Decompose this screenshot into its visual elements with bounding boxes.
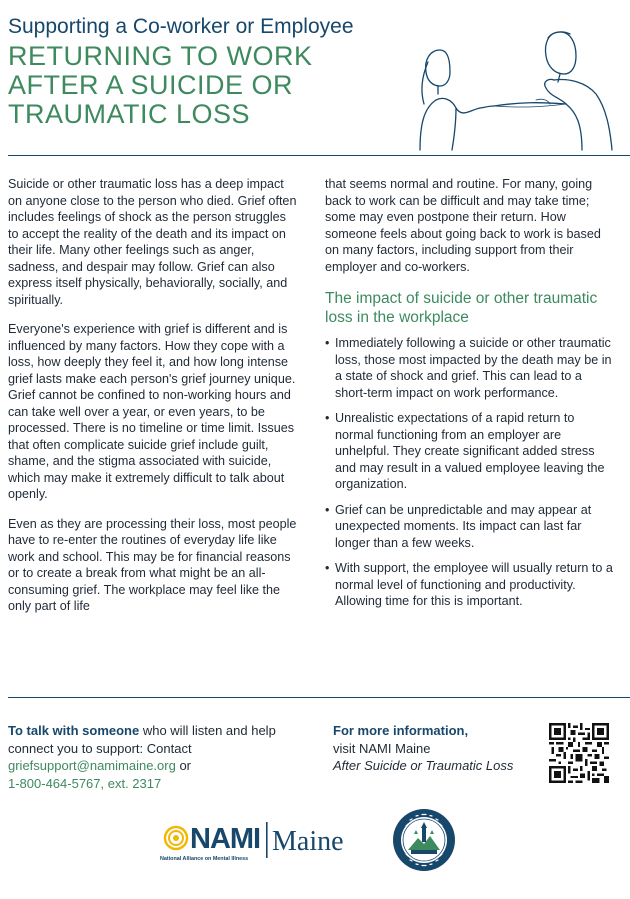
maine-wordmark: Maine [272,826,344,857]
header-rule [8,155,630,156]
title-line: TRAUMATIC LOSS [8,99,251,129]
or-text: or [175,758,192,773]
maine-dhhs-seal-icon [392,808,456,872]
nami-wordmark: NAMI [190,823,261,855]
contact-text: who will listen and help connect you to support: Contact [8,723,276,756]
qr-code-icon[interactable] [549,723,609,783]
info-lead: For more information, [333,723,469,738]
list-item: • Grief can be unpredictable and may appear at unexpected moments. Its impact can last far longer than a few weeks. [325,502,615,552]
info-text: visit NAMI Maine [333,740,431,756]
title-line: AFTER A SUICIDE OR [8,70,294,100]
header [8,14,408,129]
nami-sun-icon [165,827,187,849]
body-paragraph: Suicide or other traumatic loss has a deep impact on anyone close to the person who died. Grief often includes feelings of shock as the person struggles to accept the reality of the death and its impact on their life. Many other feelings such as anger, sadness, and despair may follow. Grief can also express itself physically, behaviorally, socially, and spiritually. [8,177,297,307]
body-paragraph: Everyone's experience with grief is different and is influenced by many factors. How they cope with a loss, how deeply they feel it, and how long intense grief lasts make each person's grief journey unique. Grief cannot be confined to non-working hours and can take well over a year, or even years, to be processed. There is no timeline or time limit. Issues that often complicate suicide grief include guilt, shame, and the stigma associated with suicide, which may make it extremely difficult to talk about openly. [8,322,296,501]
nami-maine-logo [160,818,365,868]
kicker: Supporting a Co-worker or Employee [8,15,354,38]
list-item: • Immediately following a suicide or other traumatic loss, those most impacted by the death may be in a state of shock and grief. This can lead to a short-term impact on work performance. [325,335,615,401]
body-paragraph: Even as they are processing their loss, most people have to re-enter the routines of everyday life like work and school. This may be for financial reasons or to create a break from what might be an all-consuming grief. The workplace may feel like the only part of life [8,516,297,613]
body-paragraph: that seems normal and routine. For many, going back to work can be difficult and may take time; some may even postpone their return. How someone feels about going back to work is based on many factors, including support from their employer and co-workers. [325,177,601,274]
list-item: • Unrealistic expectations of a rapid return to normal functioning from an employer are unhelpful. They create significant added stress and may result in a valued employee leaving the organization. [325,410,615,493]
info-block [333,722,543,775]
resource-link[interactable]: After Suicide or Traumatic Loss [333,758,514,773]
contact-block [8,722,308,792]
list-item: • With support, the employee will usually return to a normal level of functioning and productivity. Allowing time for this is important. [325,560,615,610]
phone-link[interactable]: 1-800-464-5767, ext. 2317 [8,775,162,791]
contact-lead: To talk with someone [8,723,140,738]
section-subheading: The impact of suicide or other traumatic loss in the workplace [325,290,598,326]
page-title [8,42,408,129]
footer-rule [8,697,630,698]
nami-tagline: National Alliance on Mental Illness [160,856,249,862]
left-column [8,176,298,628]
two-people-holding-thread-illustration [410,28,620,153]
title-line: RETURNING TO WORK [8,41,313,71]
email-link[interactable]: griefsupport@namimaine.org [8,758,176,773]
impact-list [325,335,615,610]
right-column [325,176,615,619]
